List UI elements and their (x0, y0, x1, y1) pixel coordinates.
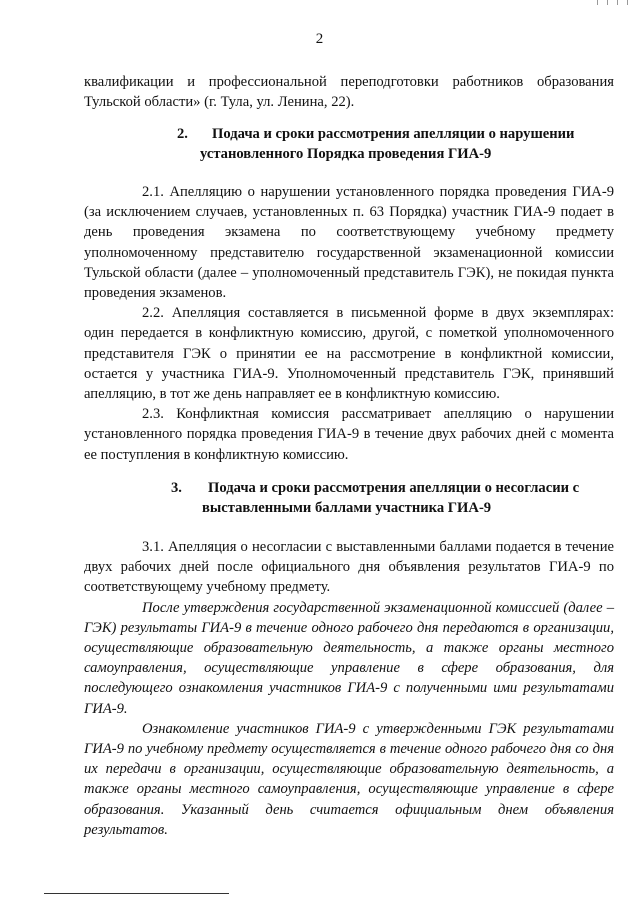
section-3-body (84, 537, 614, 840)
paragraph-2-1: 2.1. Апелляцию о нарушении установленного порядка проведения ГИА-9 (за исключением случаев, установленных п. 63 Порядка) участник ГИА-9 подает в день проведения экзамена по соответствующему учебному предмету уполномоченному представителю государственной экзаменационной комиссии Тульской области (далее – уполномоченный представитель ГЭК), не покидая пункта проведения экзаменов. (84, 184, 614, 302)
section-2-number: 2. (177, 126, 188, 142)
section-3-number: 3. (171, 480, 182, 496)
section-3-heading (84, 478, 614, 518)
section-3-title-line-2: выставленными баллами участника ГИА-9 (202, 500, 492, 516)
section-2-heading (84, 124, 614, 164)
paragraph-3-1: 3.1. Апелляция о несогласии с выставленными баллами подается в течение двух рабочих дней после официального дня объявления результатов ГИА-9 по соответствующему учебному предмету. (84, 539, 614, 596)
section-2-title-line-2: установленного Порядка проведения ГИА-9 (200, 146, 492, 162)
paragraph-2-2: 2.2. Апелляция составляется в письменной форме в двух экземплярах: один передается в конфликтную комиссию, другой, с пометкой уполномоченного представителя ГЭК о принятии ее на рассмотрение в конфликтной комиссии, остается у участника ГИА-9. Уполномоченный представитель ГЭК, принявший апелляцию, в тот же день направляет ее в конфликтную комиссию. (84, 305, 614, 403)
page-number: 2 (315, 31, 324, 47)
section-2-title-line-1: Подача и сроки рассмотрения апелляции о нарушении (212, 126, 575, 142)
section-2-body (84, 182, 614, 465)
italic-paragraph-results-review: Ознакомление участников ГИА-9 с утвержденными ГЭК результатами ГИА-9 по учебному предмету осуществляется в течение одного рабочего дня со дня их передачи в организации, осуществляющие образовательную деятельность, а также органы местного самоуправления, осуществляющие управление в сфере образования. Указанный день считается официальным днем объявления результатов. (84, 720, 614, 838)
continuation-paragraph: квалификации и профессиональной переподготовки работников образования Тульской области» (г. Тула, ул. Ленина, 22). (84, 74, 614, 111)
paragraph-2-3: 2.3. Конфликтная комиссия рассматривает апелляцию о нарушении установленного порядка проведения ГИА-9 в течение двух рабочих дней с момента ее поступления в конфликтную комиссию. (84, 406, 614, 463)
scan-edge-marks (593, 0, 633, 6)
footnote-divider (44, 893, 229, 894)
section-3-title-line-1: Подача и сроки рассмотрения апелляции о несогласии с (208, 480, 580, 496)
italic-paragraph-results-transfer: После утверждения государственной экзаменационной комиссией (далее – ГЭК) результаты ГИА-9 в течение одного рабочего дня передаются в организации, осуществляющие образовательную деятельность, а также органы местного самоуправления, осуществляющие управление в сфере образования, для последующего ознакомления участников ГИА-9 с полученными ими результатами ГИА-9. (84, 599, 614, 717)
